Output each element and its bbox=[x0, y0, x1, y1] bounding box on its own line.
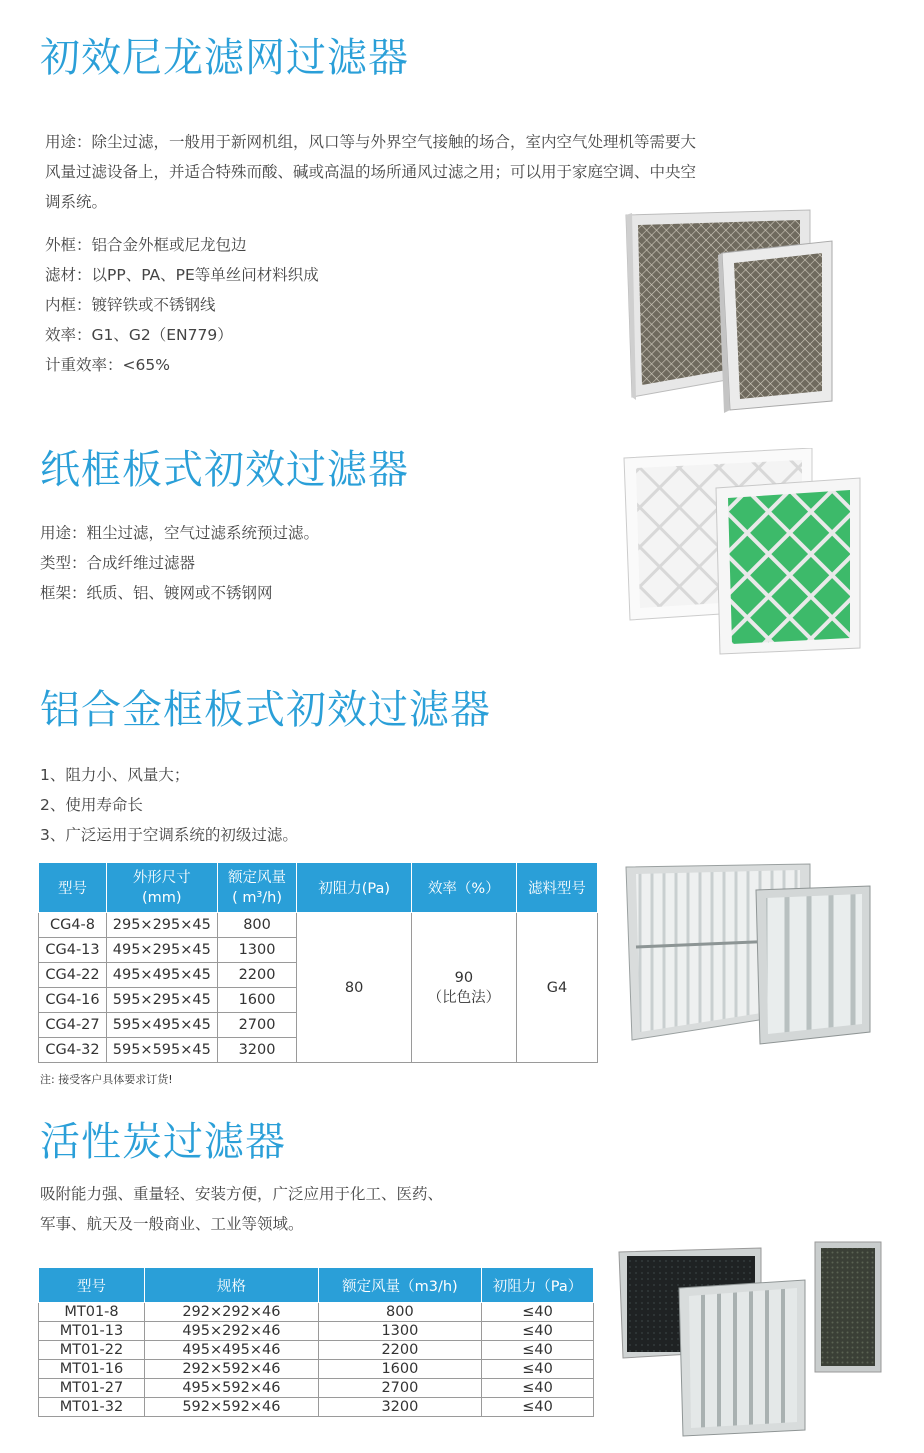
cell-airflow: 800 bbox=[217, 913, 297, 938]
table-row bbox=[39, 913, 598, 938]
aluminum-filter-spec-table bbox=[38, 862, 598, 1063]
spec-usage: 用途：粗尘过滤，空气过滤系统预过滤。 bbox=[40, 524, 320, 542]
section1-usage-line: 风量过滤设备上，并适合特殊而酸、碱或高温的场所通风过滤之用；可以用于家庭空调、中央空 bbox=[45, 163, 697, 181]
col-airflow bbox=[217, 863, 297, 913]
cell-spec: 495×495×46 bbox=[145, 1341, 319, 1360]
cell-efficiency bbox=[411, 913, 516, 1063]
cell-model: CG4-32 bbox=[39, 1038, 107, 1063]
table-row bbox=[39, 1341, 594, 1360]
cell-size: 495×495×45 bbox=[107, 963, 218, 988]
section1-usage bbox=[45, 127, 835, 217]
efficiency-method: （比色法） bbox=[427, 989, 501, 1006]
section3-title: 铝合金框板式初效过滤器 bbox=[40, 687, 491, 733]
col-resistance: 初阻力（Pa） bbox=[482, 1268, 594, 1303]
feature-item: 3、广泛运用于空调系统的初级过滤。 bbox=[40, 826, 298, 844]
aluminum-frame-filter-image bbox=[622, 862, 882, 1047]
cell-model: CG4-22 bbox=[39, 963, 107, 988]
spec-type: 类型：合成纤维过滤器 bbox=[40, 554, 196, 572]
col-spec: 规格 bbox=[145, 1268, 319, 1303]
cell-model: MT01-8 bbox=[39, 1303, 145, 1322]
section1-spec-list bbox=[45, 230, 319, 380]
spec-weight-efficiency: 计重效率：<65% bbox=[45, 356, 170, 374]
cell-airflow: 3200 bbox=[318, 1398, 481, 1417]
section3-feature-list bbox=[40, 760, 298, 850]
cell-model: CG4-27 bbox=[39, 1013, 107, 1038]
section4-title: 活性炭过滤器 bbox=[40, 1119, 286, 1165]
cell-resistance: ≤40 bbox=[482, 1341, 594, 1360]
section1-usage-line: 用途：除尘过滤，一般用于新网机组，风口等与外界空气接触的场合，室内空气处理机等需要大 bbox=[45, 133, 697, 151]
cell-airflow: 3200 bbox=[217, 1038, 297, 1063]
col-size-unit: (mm) bbox=[142, 889, 182, 906]
cell-model: MT01-13 bbox=[39, 1322, 145, 1341]
spec-efficiency: 效率：G1、G2（EN779） bbox=[45, 326, 233, 344]
section4-desc-line: 吸附能力强、重量轻、安装方便，广泛应用于化工、医药、 bbox=[40, 1185, 444, 1203]
carbon-filter-spec-table bbox=[38, 1267, 594, 1417]
cell-model: MT01-27 bbox=[39, 1379, 145, 1398]
section1-usage-line: 调系统。 bbox=[45, 193, 108, 211]
cell-size: 595×295×45 bbox=[107, 988, 218, 1013]
cell-spec: 292×592×46 bbox=[145, 1360, 319, 1379]
cell-media: G4 bbox=[516, 913, 597, 1063]
cell-size: 595×595×45 bbox=[107, 1038, 218, 1063]
feature-item: 1、阻力小、风量大； bbox=[40, 766, 190, 784]
cell-model: CG4-13 bbox=[39, 938, 107, 963]
table-row bbox=[39, 1322, 594, 1341]
cell-spec: 592×592×46 bbox=[145, 1398, 319, 1417]
spec-inner-frame: 内框：镀锌铁或不锈钢线 bbox=[45, 296, 216, 314]
cell-airflow: 1300 bbox=[217, 938, 297, 963]
spec-frame: 框架：纸质、铝、镀网或不锈钢网 bbox=[40, 584, 273, 602]
cell-airflow: 2200 bbox=[318, 1341, 481, 1360]
cell-resistance: ≤40 bbox=[482, 1322, 594, 1341]
col-airflow-unit: ( m³/h) bbox=[232, 889, 282, 906]
cell-airflow: 2700 bbox=[318, 1379, 481, 1398]
cell-size: 495×295×45 bbox=[107, 938, 218, 963]
cell-model: MT01-16 bbox=[39, 1360, 145, 1379]
cell-size: 595×495×45 bbox=[107, 1013, 218, 1038]
cell-airflow: 800 bbox=[318, 1303, 481, 1322]
table-header-row bbox=[39, 1268, 594, 1303]
cell-model: MT01-22 bbox=[39, 1341, 145, 1360]
cell-resistance: 80 bbox=[297, 913, 411, 1063]
cell-airflow: 1300 bbox=[318, 1322, 481, 1341]
section2-title: 纸框板式初效过滤器 bbox=[40, 447, 409, 493]
cell-airflow: 1600 bbox=[318, 1360, 481, 1379]
cell-airflow: 2200 bbox=[217, 963, 297, 988]
cell-airflow: 1600 bbox=[217, 988, 297, 1013]
cell-spec: 292×292×46 bbox=[145, 1303, 319, 1322]
cell-resistance: ≤40 bbox=[482, 1398, 594, 1417]
order-note: 注: 接受客户具体要求订货! bbox=[40, 1073, 173, 1086]
col-airflow-label: 额定风量 bbox=[228, 869, 287, 886]
cell-model: CG4-8 bbox=[39, 913, 107, 938]
cell-resistance: ≤40 bbox=[482, 1360, 594, 1379]
feature-item: 2、使用寿命长 bbox=[40, 796, 143, 814]
cell-model: CG4-16 bbox=[39, 988, 107, 1013]
table-row bbox=[39, 1303, 594, 1322]
paper-frame-filter-image bbox=[620, 448, 865, 656]
col-airflow: 额定风量（m3/h) bbox=[318, 1268, 481, 1303]
col-size-label: 外形尺寸 bbox=[132, 869, 191, 886]
nylon-mesh-filter-image bbox=[612, 205, 837, 415]
col-media: 滤料型号 bbox=[516, 863, 597, 913]
cell-resistance: ≤40 bbox=[482, 1379, 594, 1398]
spec-frame: 外框：铝合金外框或尼龙包边 bbox=[45, 236, 247, 254]
col-model: 型号 bbox=[39, 1268, 145, 1303]
efficiency-value: 90 bbox=[454, 969, 474, 986]
table-header-row bbox=[39, 863, 598, 913]
activated-carbon-filter-image bbox=[615, 1240, 885, 1440]
section1-title: 初效尼龙滤网过滤器 bbox=[40, 35, 409, 81]
table-row bbox=[39, 1360, 594, 1379]
section2-spec-list bbox=[40, 518, 319, 608]
section4-desc bbox=[40, 1179, 443, 1239]
cell-spec: 495×592×46 bbox=[145, 1379, 319, 1398]
table-row bbox=[39, 1398, 594, 1417]
col-resistance: 初阻力(Pa) bbox=[297, 863, 411, 913]
cell-model: MT01-32 bbox=[39, 1398, 145, 1417]
col-model: 型号 bbox=[39, 863, 107, 913]
cell-spec: 495×292×46 bbox=[145, 1322, 319, 1341]
spec-media: 滤材：以PP、PA、PE等单丝问材料织成 bbox=[45, 266, 319, 284]
cell-size: 295×295×45 bbox=[107, 913, 218, 938]
cell-resistance: ≤40 bbox=[482, 1303, 594, 1322]
col-efficiency: 效率（%） bbox=[411, 863, 516, 913]
section4-desc-line: 军事、航天及一般商业、工业等领域。 bbox=[40, 1215, 304, 1233]
cell-airflow: 2700 bbox=[217, 1013, 297, 1038]
col-size bbox=[107, 863, 218, 913]
table-row bbox=[39, 1379, 594, 1398]
